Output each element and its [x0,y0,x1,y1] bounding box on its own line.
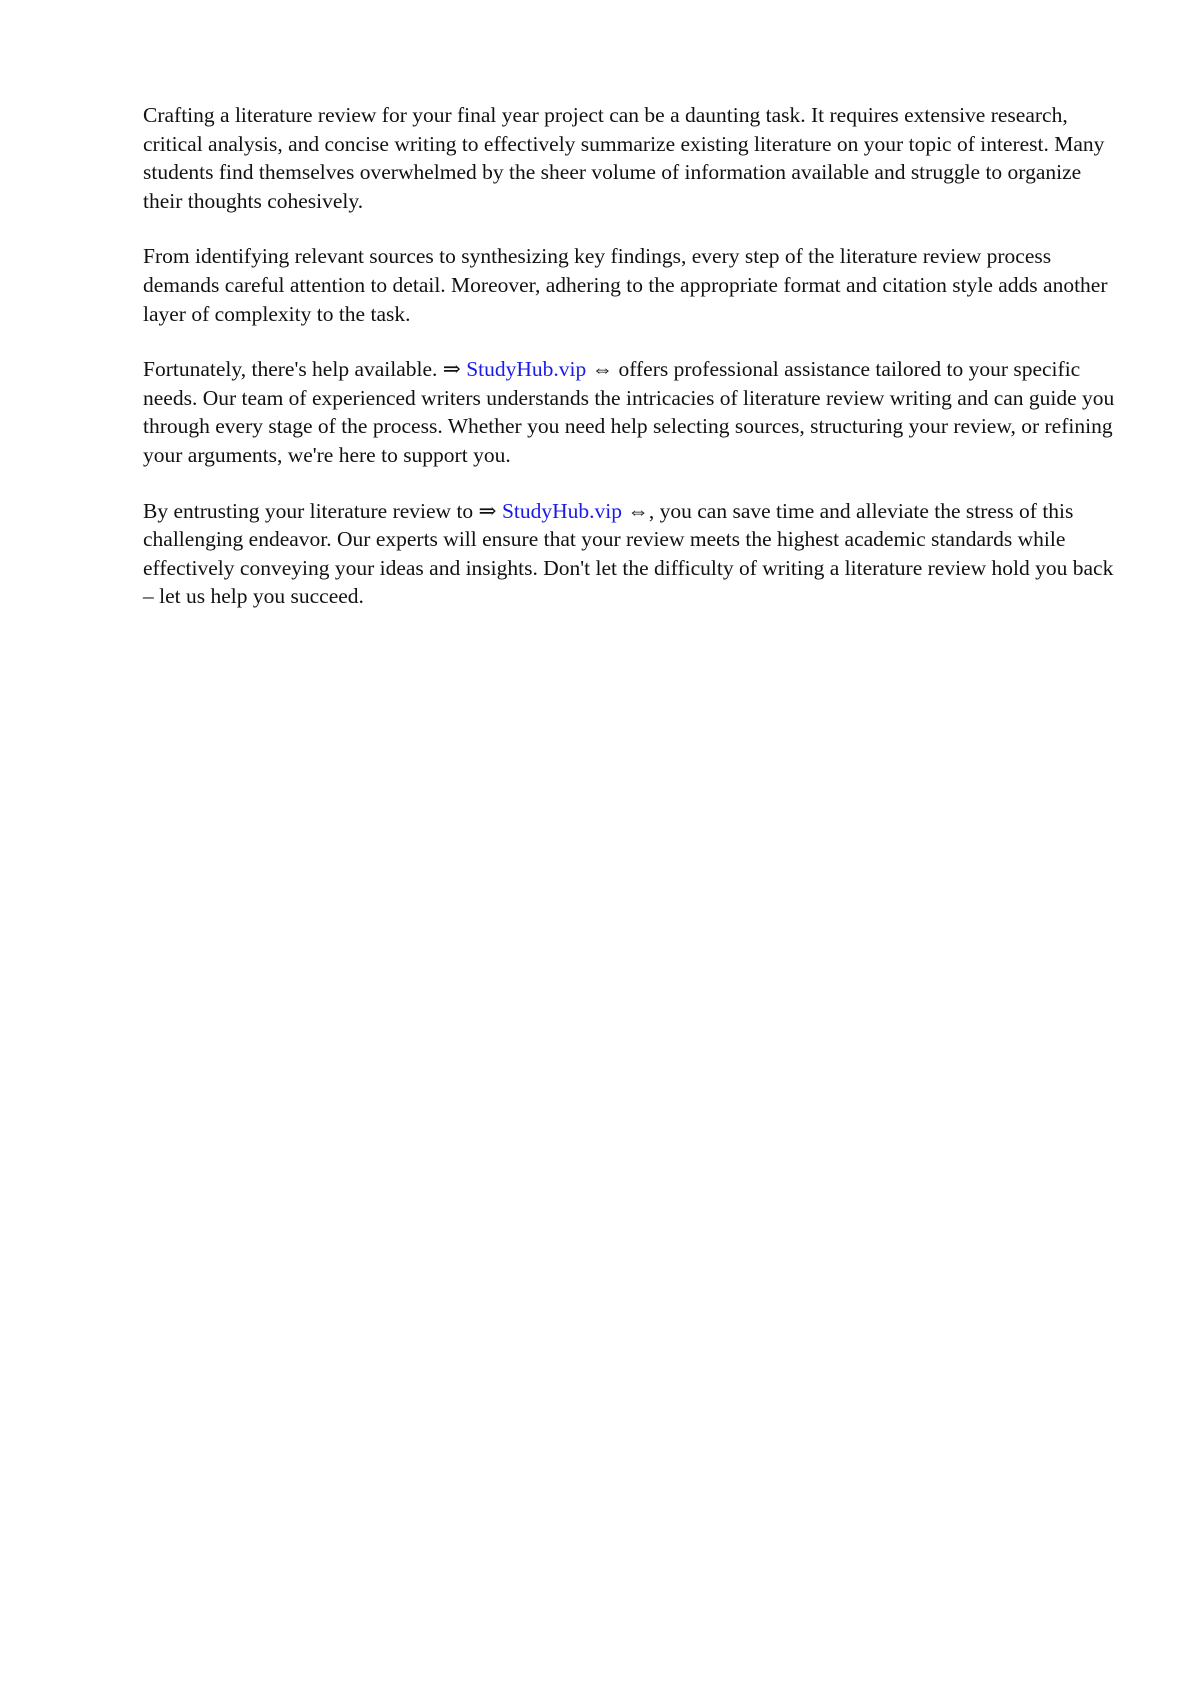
paragraph-help-rest: ⇔ offers professional assistance tailored to your specific needs. Our team of experienced writers understands the intricacies of literature review writing and can guide you through every stage of the process. Whether you need help selecting sources, structuring your review, or refining your arguments, we're here to support you. [143,357,1115,467]
paragraph-process: From identifying relevant sources to synthesizing key findings, every step of the literature review process demands careful attention to detail. Moreover, adhering to the appropriate format and citation style adds another layer of complexity to the task. [143,244,1108,326]
document-body [143,101,1123,638]
paragraph-entrust [143,497,1123,611]
paragraph-help-lead: Fortunately, there's help available. ⇒ [143,357,467,382]
paragraph-entrust-rest: ⇔, you can save time and alleviate the stress of this challenging endeavor. Our experts will ensure that your review meets the highest academic standards while effectively conveying your ideas and insights. Don't let the difficulty of writing a literature review hold you back – let us help you succeed. [143,498,1114,609]
paragraph-entrust-lead: By entrusting your literature review to ⇒ [143,498,502,523]
studyhub-link[interactable]: StudyHub.vip [501,498,623,523]
studyhub-link[interactable]: StudyHub.vip [466,357,587,382]
paragraph-intro: Crafting a literature review for your final year project can be a daunting task. It requires extensive research, critical analysis, and concise writing to effectively summarize existing literature on your topic of interest. Many students find themselves overwhelmed by the sheer volume of information available and struggle to organize their thoughts cohesively. [143,103,1105,213]
paragraph-help [143,355,1123,469]
